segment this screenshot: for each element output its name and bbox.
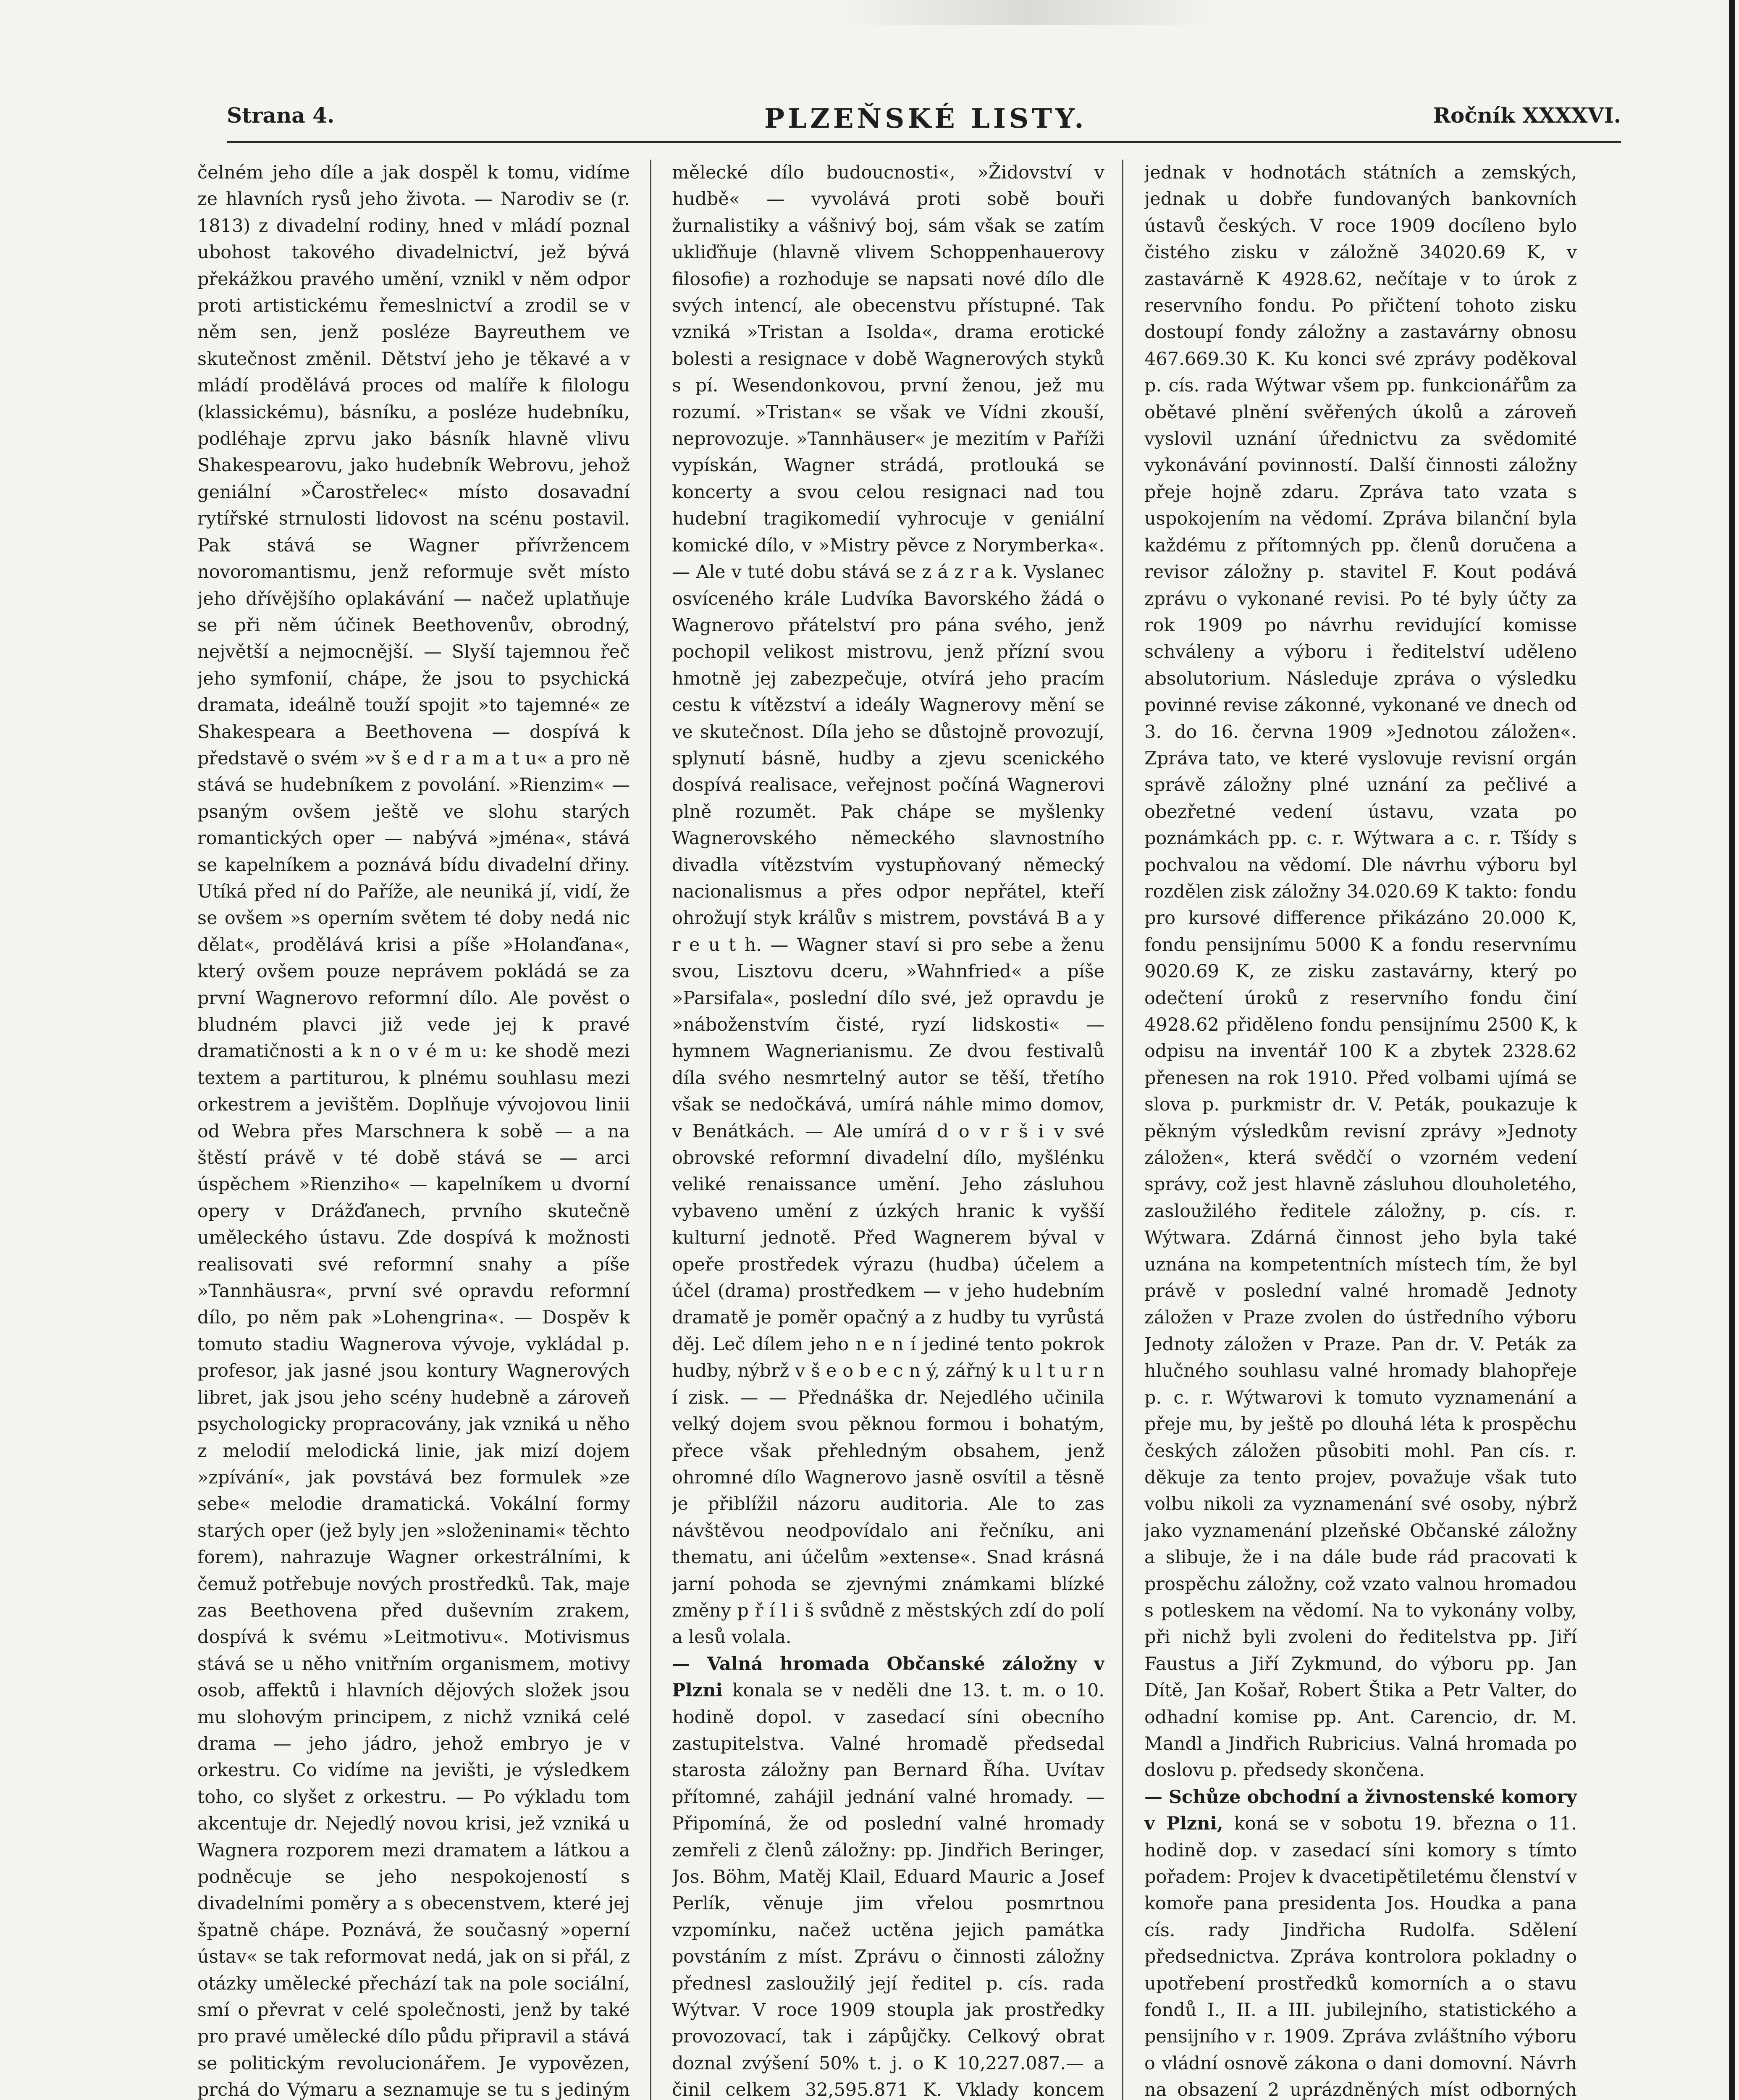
article-text: jednak v hodnotách státních a zemských, jednak u dobře fundovaných bankovních ústavů českých. V roce 1909 docíleno bylo čistého zisku v záložně 34020.69 K, v zastavárně K 4928.62, nečítaje v to úrok z reservního fondu. Po přičtení tohoto zisku dostoupí fondy záložny a zastavárny obnosu 467.669.30 K. Ku konci své zprávy poděkoval p. cís. rada Wýtwar všem pp. funkcionářům za obětavé plnění svěřených úkolů a zároveň vyslovil uznání úřednictvu za svědomité vykonávání povinností. Další činnosti záložny přeje hojně zdaru. Zpráva tato vzata s uspokojením na vědomí. Zpráva bilanční byla každému z přítomných pp. členů doručena a revisor záložny p. stavitel F. Kout podává zprávu o vykonané revisi. Po té byly účty za rok 1909 po návrhu revidující komisse schváleny a výboru i ředitelství uděleno absolutorium. Následuje zpráva o výsledku povinné revise zákonné, vykonané ve dnech od 3. do 16. června 1909 »Jednotou záložen«. Zpráva tato, ve které vyslovuje revisní orgán správě záložny plné uznání za pečlivé a obezřetné vedení ústavu, vzata po poznámkách pp. c. r. Wýtwara a c. r. Tšídy s pochvalou na vědomí. Dle návrhu výboru byl rozdělen zisk záložny 34.020.69 K takto: fondu pro kursové difference přikázáno 20.000 K, fondu pensijnímu 5000 K a fondu reservnímu 9020.69 K, ze zisku zastavárny, který po odečtení úroků z reservního fondu činí 4928.62 přiděleno fondu pensijnímu 2500 K, k odpisu na inventář 100 K a zbytek 2328.62 přenesen na rok 1910. Před volbami ujímá se slova p. purkmistr dr. V. Peták, poukazuje k pěkným výsledkům revisní zprávy »Jednoty záložen«, která svědčí o vzorném vedení správy, což jest hlavně zásluhou dlouholetého, zasloužilého ředitele záložny, p. cís. r. Wýtwara. Zdárná činnost jeho byla také uznána na kompetentních místech tím, že byl právě v poslední valné hromadě Jednoty záložen v Praze zvolen do ústředního výboru Jednoty záložen v Praze. Pan dr. V. Peták za hlučného souhlasu valné hromady blahopřeje p. c. r. Wýtwarovi k tomuto vyznamenání a přeje mu, by ještě po dlouhá léta k prospěchu českých záložen působiti mohl. Pan cís. r. děkuje za tento projev, považuje však tuto volbu nikoli za vyznamenání své osoby, nýbrž jako vyznamenání plzeňské Občanské záložny a slibuje, že i na dále bude rád pracovati k prospěchu záložny, což vzato valnou hromadou s potleskem na vědomí. Na to vykonány volby, při nichž byli zvoleni do ředitelstva pp. Jiří Faustus a Jiří Zykmund, do výboru pp. Jan Dítě, Jan Košař, Robert Štika a Petr Valter, do odhadní komise pp. Ant. Carencio, dr. M. Mandl a Jindřich Rubricius. Valná hromada po doslovu p. předsedy skončena. <box>1144 162 1577 1781</box>
news-item-body: koná se v sobotu 19. března o 11. hodině dop. v zasedací síni komory s tímto pořadem: Projev k dvacetipětiletému členství v komoře pana presidenta Jos. Houdka a pana cís. rady Jindřicha Rudolfa. Sdělení předsednictva. Zpráva kontrolora pokladny o upotřebení prostředků komorních a o stavu fondů I., II. a III. jubilejního, statistického a pensijního v r. 1909. Zpráva zvláštního výboru o vládní osnově zákona o dani domovní. Návrh na obsazení 2 uprázdněných míst odborných <box>1144 1813 1577 2100</box>
page-number: Strana 4. <box>227 103 335 128</box>
column-rule <box>650 160 651 2100</box>
news-item-chamber <box>1144 1784 1577 2100</box>
article-column-1 <box>197 160 630 2100</box>
newspaper-title: PLZEŇSKÉ LISTY. <box>764 103 1087 134</box>
news-item-heading: — Valná hromada Občanské záložny v Plzni <box>672 1653 1104 1701</box>
page-header <box>227 103 1621 143</box>
column-rule <box>1122 160 1123 2100</box>
article-text: mělecké dílo budoucnosti«, »Židovství v hudbě« — vyvolává proti sobě bouři žurnalistiky a vášnivý boj, sám však se zatím ukliďňuje (hlavně vlivem Schoppenhauerovy filosofie) a rozhoduje se napsati nové dílo dle svých intencí, ale obecenstvu přístupné. Tak vzniká »Tristan a Isolda«, drama erotické bolesti a resignace v době Wagnerových styků s pí. Wesendonkovou, první ženou, jež mu rozumí. »Tristan« se však ve Vídni zkouší, neprovozuje. »Tannhäuser« je mezitím v Paříži vypískán, Wagner strádá, protlouká se koncerty a svou celou resignaci nad tou hudební tragikomedií vyhrocuje v geniální komické dílo, v »Mistry pěvce z Norymberka«. — Ale v tuté dobu stává se z á z r a k. Vyslanec osvíceného krále Ludvíka Bavorského žádá o Wagnerovo přátelství pro pána svého, jenž pochopil velikost mistrovu, jenž přízní svou hmotně jej zabezpečuje, otvírá jeho pracím cestu k vítězství a ideály Wagnerovy mění se ve skutečnost. Díla jeho se důstojně provozují, splynutí básně, hudby a zjevu scenického dospívá realisace, veřejnost počíná Wagnerovi plně rozumět. Pak chápe se myšlenky Wagnerovského německého slavnostního divadla vítězstvím vystupňovaný německý nacionalismus a přes odpor nepřátel, kteří ohrožují styk králův s mistrem, povstává B a y r e u t h. — Wagner staví si pro sebe a ženu svou, Lisztovu dceru, »Wahnfried« a píše »Parsifala«, poslední dílo své, jež opravdu je »náboženstvím čisté, ryzí lidskosti« — hymnem Wagnerianismu. Ze dvou festivalů díla svého nesmrtelný autor se těší, třetího však se nedočkává, umírá náhle mimo domov, v Benátkách. — Ale umírá d o v r š i v své obrovské reformní divadelní dílo, myšlénku veliké renaissance umění. Jeho zásluhou vybaveno umění z úzkých hranic k vyšší kulturní jednotě. Před Wagnerem býval v opeře prostředek výrazu (hudba) účelem a účel (drama) prostředkem — v jeho hudebním dramatě je poměr opačný a z hudby tu vyrůstá děj. Leč dílem jeho n e n í jediné tento pokrok hudby, nýbrž v š e o b e c n ý, zářný k u l t u r n í zisk. — — Přednáška dr. Nejedlého učinila velký dojem svou pěknou formou i bohatým, přece však přehledným obsahem, jenž ohromné dílo Wagnerovo jasně osvítil a těsně je přiblížil názoru auditoria. Ale to zas návštěvou neodpovídalo ani řečníku, ani thematu, ani účelům »extense«. Snad krásná jarní pohoda se zjevnými známkami blízké změny p ř í l i š svůdně z městských zdí do polí a lesů volala. <box>672 162 1104 1648</box>
scan-edge <box>1729 0 1735 2100</box>
article-column-3 <box>1144 160 1577 2100</box>
volume-number: Ročník XXXXVI. <box>1433 103 1621 128</box>
article-text: čelném jeho díle a jak dospěl k tomu, vidíme ze hlavních rysů jeho života. — Narodiv se (r. 1813) z divadelní rodiny, hned v mládí poznal ubohost takového divadelnictví, jež bývá překážkou pravého umění, vznikl v něm odpor proti artistickému řemeslnictví a zrodil se v něm sen, jenž posléze Bayreuthem ve skutečnost změnil. Dětství jeho je těkavé a v mládí prodělává proces od malíře k filologu (klassickému), básníku, a posléze hudebníku, podléhaje zprvu jako básník hlavně vlivu Shakespearovu, jako hudebník Webrovu, jehož geniální »Čarostřelec« místo dosavadní rytířské strnulosti lidovost na scénu postavil. Pak stává se Wagner přívržencem novoromantismu, jenž reformuje svět místo jeho dřívějšího oplakávání — načež uplatňuje se při něm účinek Beethovenův, obrodný, největší a nejmocnější. — Slyší tajemnou řeč jeho symfonií, chápe, že jsou to psychická dramata, ideálně touží spojit »to tajemné« ze Shakespeara a Beethovena — dospívá k představě o svém »v š e d r a m a t u« a pro ně stává se hudebníkem z povolání. »Rienzim« — psaným ovšem ještě ve slohu starých romantických oper — nabývá »jména«, stává se kapelníkem a poznává bídu divadelní dřiny. Utíká před ní do Paříže, ale neuniká jí, vidí, že se ovšem »s operním světem té doby nedá nic dělat«, prodělává krisi a píše »Holanďana«, který ovšem pouze neprávem pokládá se za první Wagnerovo reformní dílo. Ale pověst o bludném plavci již vede jej k pravé dramatičnosti a k n o v é m u: ke shodě mezi textem a partiturou, k plnému souhlasu mezi orkestrem a jevištěm. Doplňuje vývojovou linii od Webra přes Marschnera k sobě — a na štěstí právě v té době stává se — arci úspěchem »Rienziho« — kapelníkem u dvorní opery v Drážďanech, prvního skutečně uměleckého ústavu. Zde dospívá k možnosti realisovati své reformní snahy a píše »Tannhäusra«, první své opravdu reformní dílo, po něm pak »Lohengrina«. — Dospěv k tomuto stadiu Wagnerova vývoje, vykládal p. profesor, jak jasné jsou kontury Wagnerových libret, jak jsou jeho scény hudebně a zároveň psychologicky propracovány, jak vzniká u něho z melodií melodická linie, jak mizí dojem »zpívání«, jak povstává bez formulek »ze sebe« melodie dramatická. Vokální formy starých oper (jež byly jen »složeninami« těchto forem), nahrazuje Wagner orkestrálními, k čemuž potřebuje nových prostředků. Tak, maje zas Beethovena před duševním zrakem, dospívá k svému »Leitmotivu«. Motivismus stává se u něho vnitřním organismem, motivy osob, affektů i hlavních dějových složek jsou mu slohovým principem, z nichž vzniká celé drama — jeho jádro, jehož embryo je v orkestru. Co vidíme na jevišti, je výsledkem toho, co slyšet z orkestru. — Po výkladu tom akcentuje dr. Nejedlý novou krisi, jež vzniká u Wagnera rozporem mezi dramatem a látkou a podněcuje se jeho nespokojeností s divadelními poměry a s obecenstvem, které jej špatně chápe. Poznává, že současný »operní ústav« se tak reformovat nedá, jak on si přál, z otázky umělecké přechází tak na pole sociální, smí o převrat v celé společnosti, jenž by také pro pravé umělecké dílo půdu připravil a stává se politickým revolucionářem. Je vypovězen, prchá do Výmaru a seznamuje se tu s jediným <box>197 162 630 2100</box>
scan-smudge <box>840 0 1218 25</box>
news-item-body: konala se v neděli dne 13. t. m. o 10. hodině dopol. v zasedací síni obecního zastupitelstva. Valné hromadě předsedal starosta záložny pan Bernard Říha. Uvítav přítomné, zahájil jednání valné hromady. — Připomíná, že od poslední valné hromady zemřeli z členů záložny: pp. Jindřich Beringer, Jos. Böhm, Matěj Klail, Eduard Mauric a Josef Perlík, věnuje jim vřelou posmrtnou vzpomínku, načež uctěna jejich památka povstáním z míst. Zprávu o činnosti záložny přednesl zasloužilý její ředitel p. cís. rada Wýtvar. V roce 1909 stoupla jak prostředky provozovací, tak i zápůjčky. Celkový obrat doznal zvýšení 50% t. j. o K 10,227.087.— a činil celkem 32,595.871 K. Vklady koncem <box>672 1680 1104 2100</box>
news-item-savings-bank <box>672 1651 1104 2100</box>
article-column-2 <box>672 160 1104 2100</box>
news-item-heading: — Schůze obchodní a živnostenské komory v Plzni, <box>1144 1786 1577 1835</box>
